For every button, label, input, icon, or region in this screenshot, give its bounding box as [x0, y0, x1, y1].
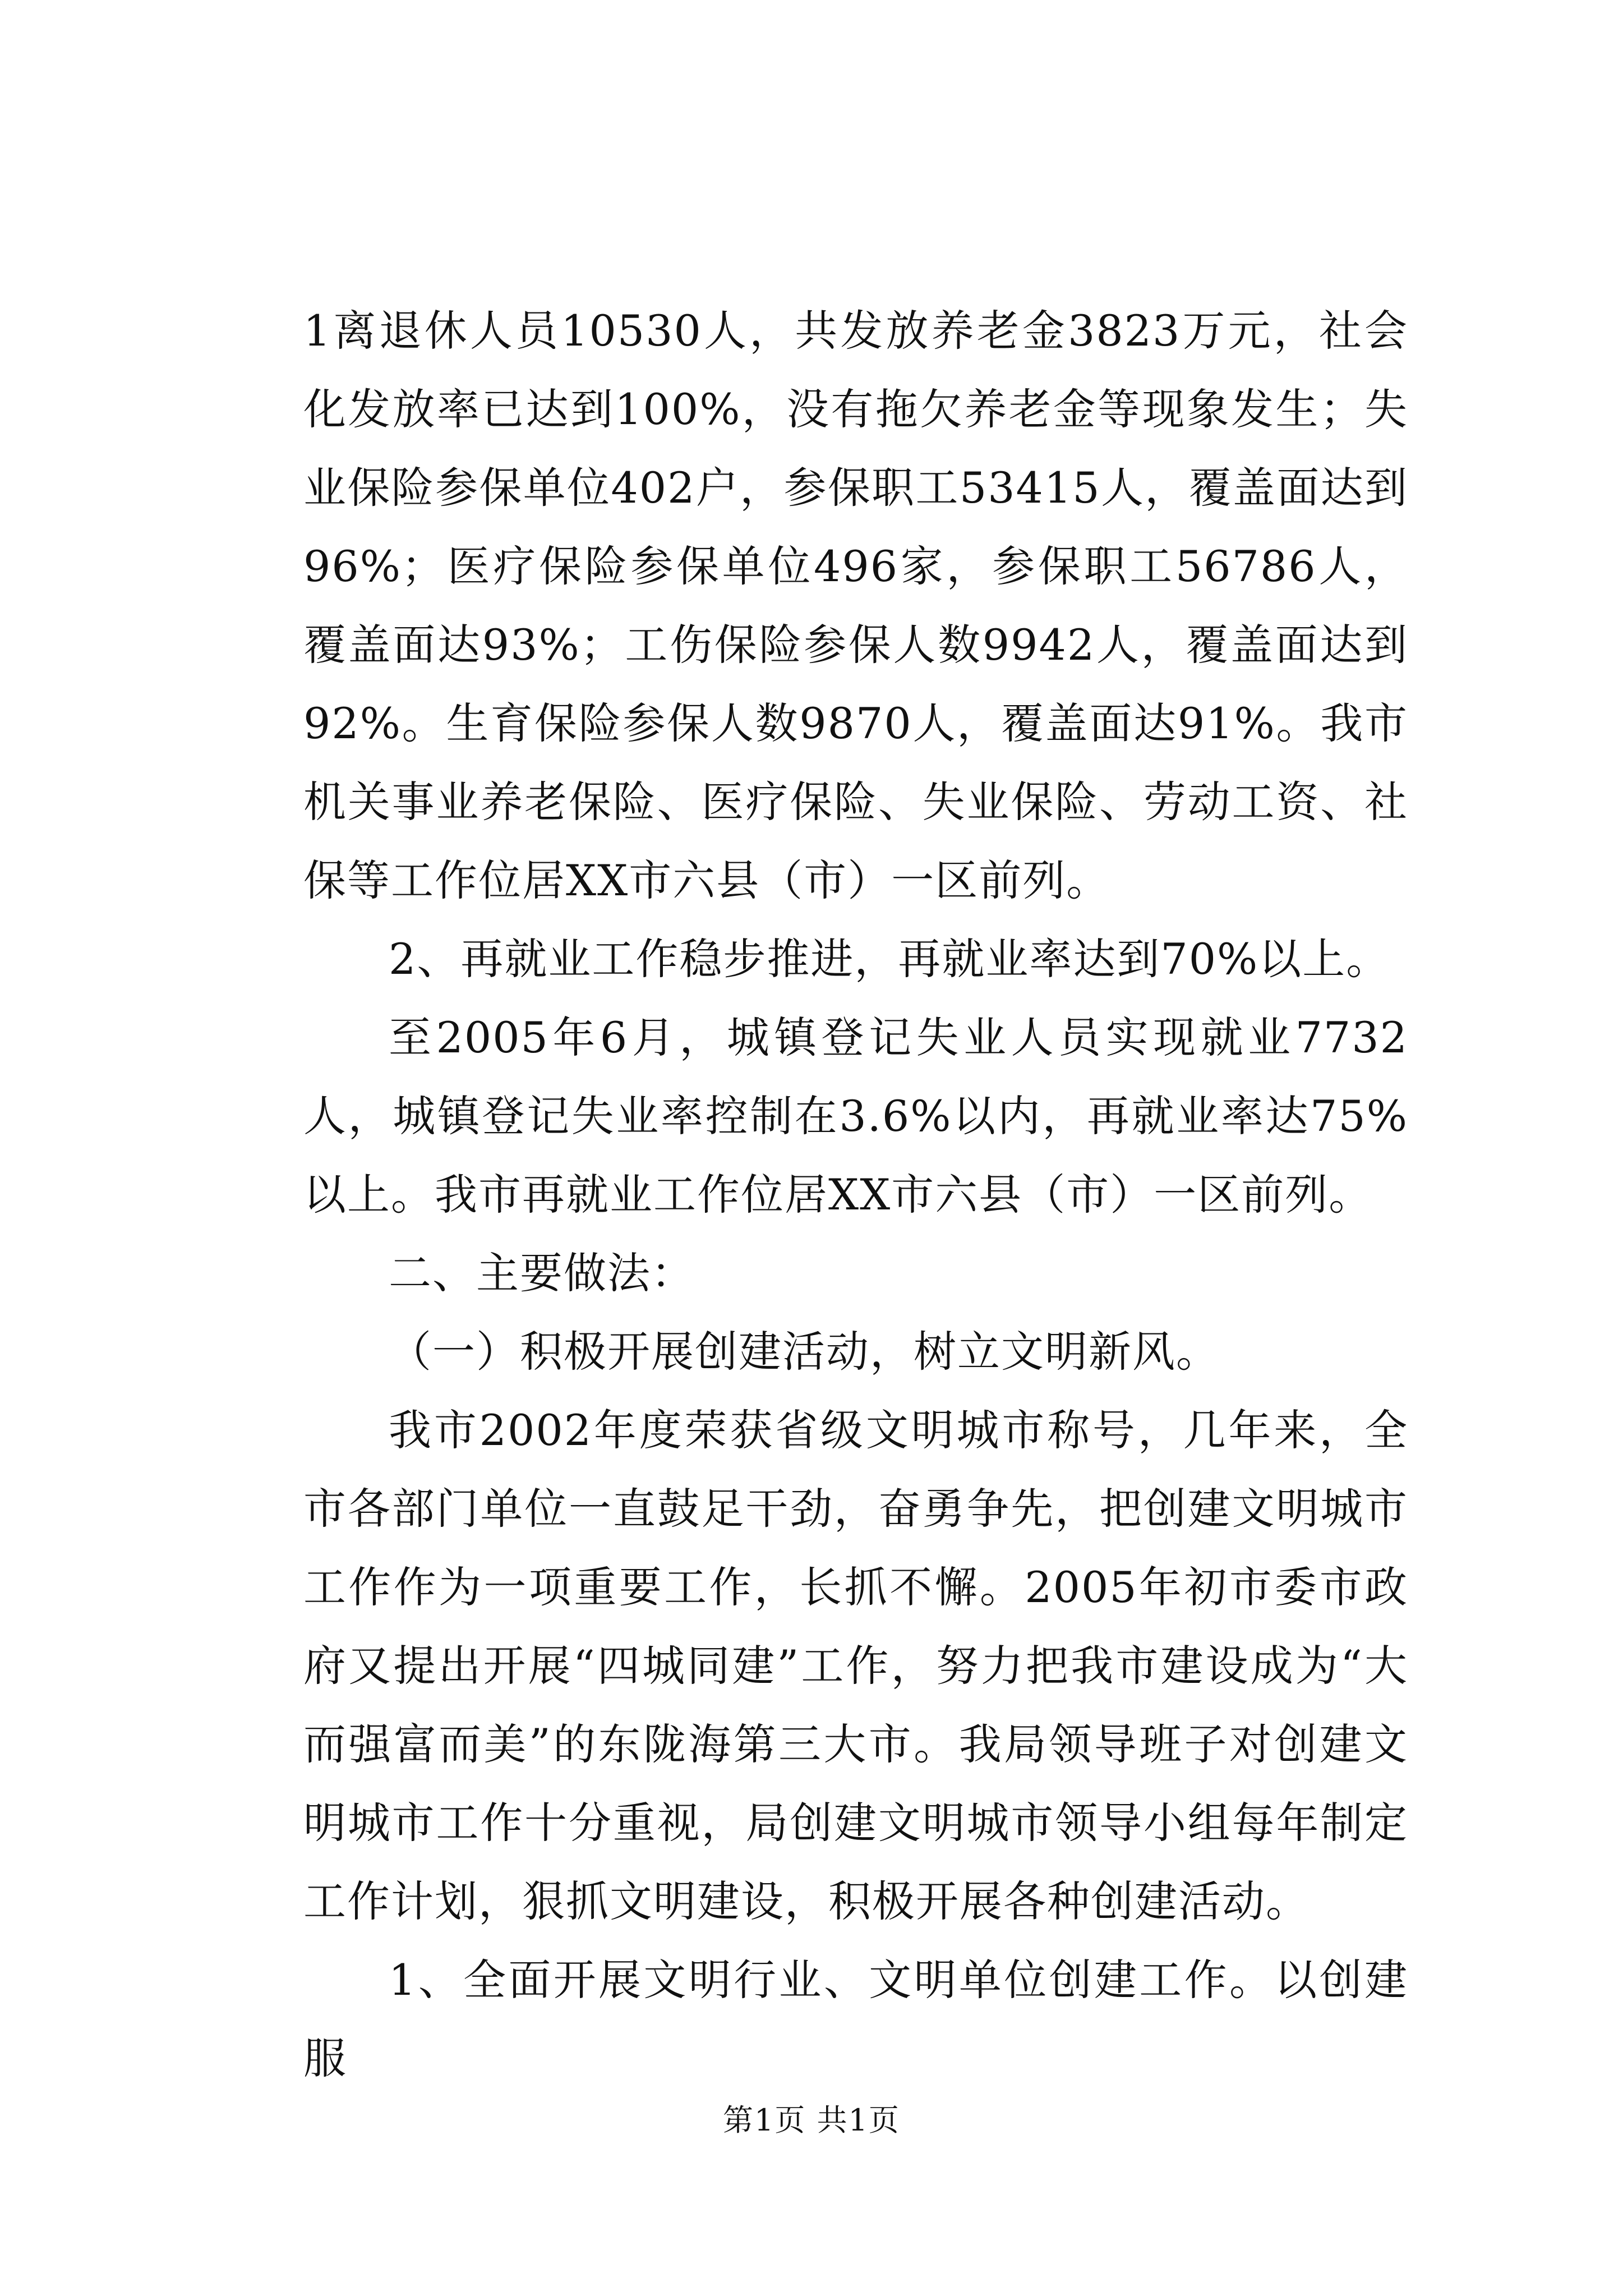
paragraph-civilized-industry: 1、全面开展文明行业、文明单位创建工作。以创建服 — [303, 1955, 1408, 2083]
paragraph-civilized-city: 我市2002年度荣获省级文明城市称号，几年来，全市各部门单位一直鼓足干劲，奋勇争先，把创建文明城市工作作为一项重要工作，长抓不懈。2005年初市委市政府又提出开展“四城同建”工作，努力把我市建设成为“大而强富而美”的东陇海第三大市。我局领导班子对创建文明城市工作十分重视，局创建文明城市领导小组每年制定工作计划，狠抓文明建设，积极开展各种创建活动。 — [303, 1405, 1408, 1926]
paragraph-reemployment-detail: 至2005年6月，城镇登记失业人员实现就业7732人，城镇登记失业率控制在3.6%以内，再就业率达75%以上。我市再就业工作位居XX市六县（市）一区前列。 — [303, 1013, 1408, 1220]
subheading-civilization-campaign: （一）积极开展创建活动，树立文明新风。 — [389, 1327, 1220, 1377]
paragraph-reemployment-heading: 2、再就业工作稳步推进，再就业率达到70%以上。 — [389, 934, 1390, 984]
section-heading-main-practices: 二、主要做法： — [389, 1248, 695, 1298]
page-footer: 第1页 共1页 — [723, 2102, 900, 2138]
document-body — [303, 292, 1408, 2098]
paragraph-retirement-insurance: 1离退休人员10530人，共发放养老金3823万元，社会化发放率已达到100%，没有拖欠养老金等现象发生；失业保险参保单位402户，参保职工53415人，覆盖面达到96%；医疗保险参保单位496家，参保职工56786人，覆盖面达93%；工伤保险参保人数9942人，覆盖面达到92%。生育保险参保人数9870人，覆盖面达91%。我市机关事业养老保险、医疗保险、失业保险、劳动工资、社保等工作位居XX市六县（市）一区前列。 — [303, 306, 1408, 905]
